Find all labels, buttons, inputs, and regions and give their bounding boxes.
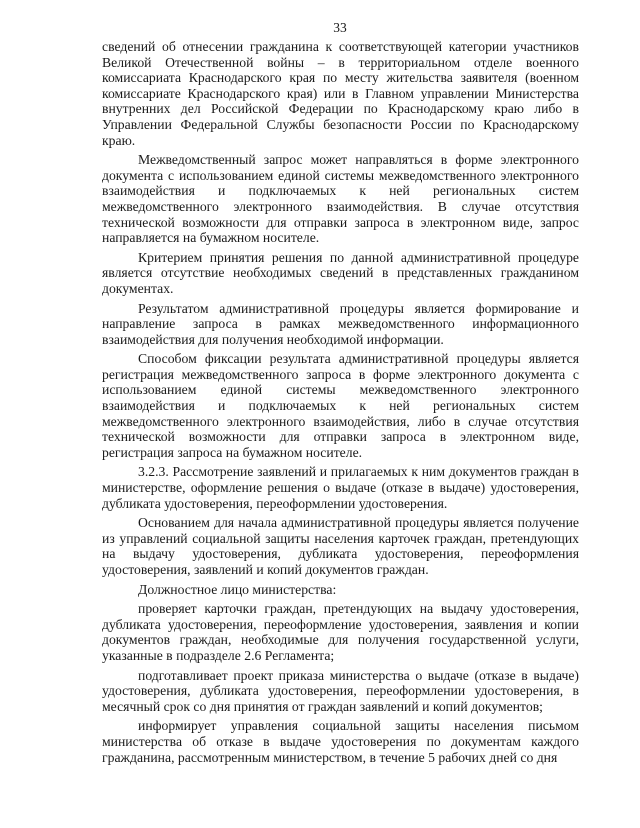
paragraph-8: Должностное лицо министерства:: [138, 581, 337, 597]
paragraph-1: сведений об отнесении гражданина к соответствующей категории участников Великой Отечественной войны – в территориальном отделе военного комиссариата Краснодарского края по месту жительства заявителя (военном комиссариате Краснодарского края) или в Главном управлении Министерства внутренних дел Российской Федерации по Краснодарскому краю либо в Управлении Федеральной Службы безопасности России по Краснодарскому краю.: [102, 39, 579, 148]
paragraph-5: Способом фиксации результата административной процедуры является регистрация межведомственного запроса в форме электронного документа с использованием единой системы межведомственного электронного взаимодействия и подключаемых к ней региональных систем межведомственного электронного взаимодействия, либо в случае отсутствия технической возможности для отправки запроса в электронном виде, регистрация запроса на бумажном носителе.: [102, 351, 579, 460]
paragraph-2: Межведомственный запрос может направляться в форме электронного документа с использованием единой системы межведомственного электронного взаимодействия и подключаемых к ней региональных систем межведомственного электронного взаимодействия. В случае отсутствия технической возможности для отправки запроса в электронном виде, запрос направляется на бумажном носителе.: [102, 152, 579, 246]
paragraph-4: Результатом административной процедуры является формирование и направление запроса в рамках межведомственного информационного взаимодействия для получения необходимой информации.: [102, 300, 579, 347]
page-number: 33: [333, 20, 347, 35]
list-item-3: информирует управления социальной защиты населения письмом министерства об отказе в выдаче удостоверения по документам каждого гражданина, рассмотренным министерством, в течение 5 рабочих дней со дня: [102, 718, 579, 765]
list-item-2: подготавливает проект приказа министерства о выдаче (отказе в выдаче) удостоверения, дубликата удостоверения, переоформлении удостоверения, в месячный срок со дня принятия от граждан заявлений и копий документов;: [102, 667, 579, 714]
document-body: [102, 39, 579, 765]
section-heading-3-2-3: 3.2.3. Рассмотрение заявлений и прилагаемых к ним документов граждан в министерстве, оформление решения о выдаче (отказе в выдаче) удостоверения, дубликата удостоверения, переоформлении удостоверения.: [102, 464, 579, 511]
paragraph-7: Основанием для начала административной процедуры является получение из управлений социальной защиты населения карточек граждан, претендующих на выдачу удостоверения, дубликата удостоверения, переоформления удостоверения, заявлений и копий документов граждан.: [102, 515, 579, 577]
list-item-1: проверяет карточки граждан, претендующих на выдачу удостоверения, дубликата удостоверения, переоформление удостоверения, заявления и копии документов граждан, необходимые для получения государственной услуги, указанные в подразделе 2.6 Регламента;: [102, 601, 579, 663]
paragraph-3: Критерием принятия решения по данной административной процедуре является отсутствие необходимых сведений в представленных гражданином документах.: [102, 249, 579, 296]
